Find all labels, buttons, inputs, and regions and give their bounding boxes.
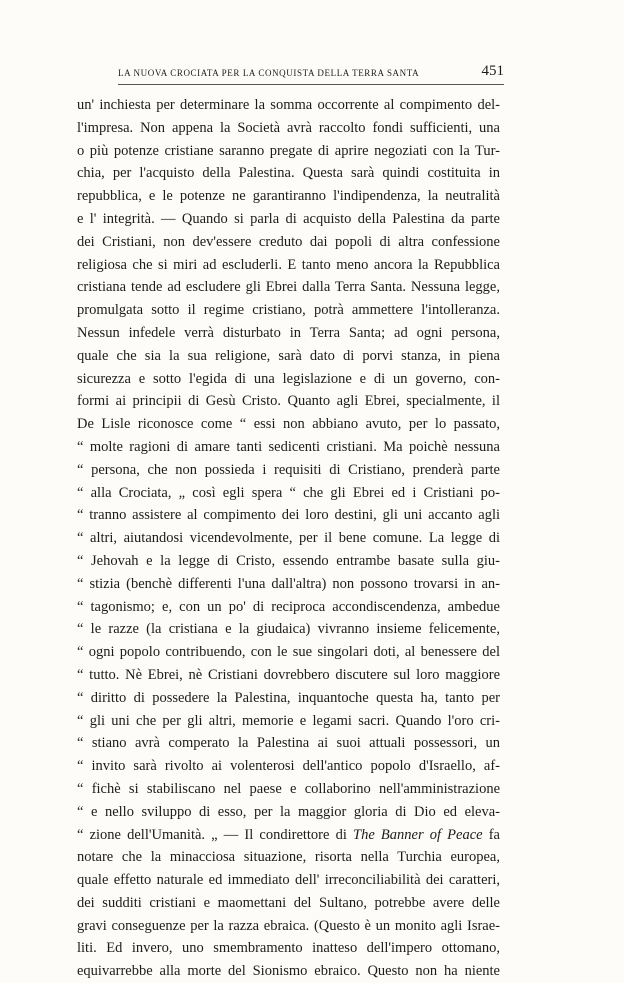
text-line: quale che sia la sua religione, sarà dato di porvi stanza, in piena [77,347,500,364]
text-line: “ tranno assistere al compimento dei loro destini, gli uni accanto agli [77,507,500,524]
text-line: “ persona, che non possieda i requisiti di Cristiano, prenderà parte [77,461,500,478]
text-line: chia, per l'acquisto della Palestina. Questa sarà quindi costituita in [77,165,500,182]
text-line: quale effetto naturale ed immediato dell' irreconciliabilità dei caratteri, [77,872,500,889]
text-line: “ Jehovah e la legge di Cristo, essendo entrambe basate sulla giu- [77,552,500,569]
text-line: “ altri, aiutandosi vicendevolmente, per il bene comune. La legge di [77,530,500,547]
text-line: sicurezza e sotto l'egida di una legislazione e di un governo, con- [77,370,500,387]
text-line: De Lisle riconosce come “ essi non abbiano avuto, per lo passato, [77,416,500,433]
text-line: Nessun infedele verrà disturbato in Terra Santa; ad ogni persona, [77,324,500,341]
text-line: cristiana tende ad escludere gli Ebrei dalla Terra Santa. Nessuna legge, [77,279,500,296]
text-line: “ molte ragioni di amare tanti sedicenti cristiani. Ma poichè nessuna [77,438,500,455]
text-line: equivarrebbe alla morte del Sionismo ebraico. Questo non ha niente [77,963,500,980]
text-line: “ diritto di possedere la Palestina, inquantoche questa ha, tanto per [77,689,500,706]
header-rule [118,84,504,85]
text-line: “ tutto. Nè Ebrei, nè Cristiani dovrebbero discutere sul loro maggiore [77,666,500,683]
text-line: “ le razze (la cristiana e la giudaica) vivranno insieme felicemente, [77,621,500,638]
text-line: promulgata sotto il regime cristiano, potrà ammettere l'intolleranza. [77,302,500,319]
text-line: dei Cristiani, non dev'essere creduto dai popoli di altra confessione [77,233,500,250]
text-line: formi ai principii di Gesù Cristo. Quanto agli Ebrei, specialmente, il [77,393,500,410]
text-line: un' inchiesta per determinare la somma occorrente al compimento del- [77,97,500,113]
text-line: “ e nello sviluppo di esso, per la maggior gloria di Dio ed eleva- [77,803,500,820]
running-title: LA NUOVA CROCIATA PER LA CONQUISTA DELLA TERRA SANTA [118,68,420,78]
text-line: dei sudditi cristiani e maomettani del Sultano, potrebbe avere delle [77,894,500,911]
text-line: “ gli uni che per gli altri, memorie e legami sacri. Quando l'oro cri- [77,712,500,729]
text-line: “ alla Crociata, „ così egli spera “ che gli Ebrei ed i Cristiani po- [77,484,500,501]
text-line: “ tagonismo; e, con un po' di reciproca accondiscendenza, ambedue [77,598,500,615]
text-line: “ zione dell'Umanità. „ — Il condirettore di The Banner of Peace fa [77,826,500,843]
text-line: repubblica, e le potenze ne garantiranno l'indipendenza, la neutralità [77,188,500,205]
body-text [77,94,500,983]
text-line: “ ogni popolo contribuendo, con le sue singolari doti, al benessere del [77,644,500,661]
text-line: religiosa che si miri ad escluderli. E tanto meno ancora la Repubblica [77,256,500,273]
text-line: “ fichè si stabiliscano nel paese e collaborino nell'amministrazione [77,780,500,797]
text-line: o più potenze cristiane saranno pregate di aprire negoziati con la Tur- [77,142,500,159]
text-line: notare che la minacciosa situazione, risorta nella Turchia europea, [77,849,500,866]
text-line: e l' integrità. — Quando si parla di acquisto della Palestina da parte [77,210,500,227]
text-line: “ stizia (benchè differenti l'una dall'altra) non possono trovarsi in an- [77,575,500,592]
page-number: 451 [481,63,504,79]
text-line: “ invito sarà rivolto ai volenterosi dell'antico popolo d'Israello, af- [77,758,500,775]
text-line: gravi conseguenze per la razza ebraica. (Questo è un monito agli Israe- [77,917,500,934]
page-header [118,63,504,85]
text-line: liti. Ed invero, uno smembramento inatteso dell'impero ottomano, [77,940,500,957]
text-line: “ stiano avrà comperato la Palestina ai suoi attuali possessori, un [77,735,500,752]
text-line: l'impresa. Non appena la Società avrà raccolto fondi sufficienti, una [77,119,500,136]
